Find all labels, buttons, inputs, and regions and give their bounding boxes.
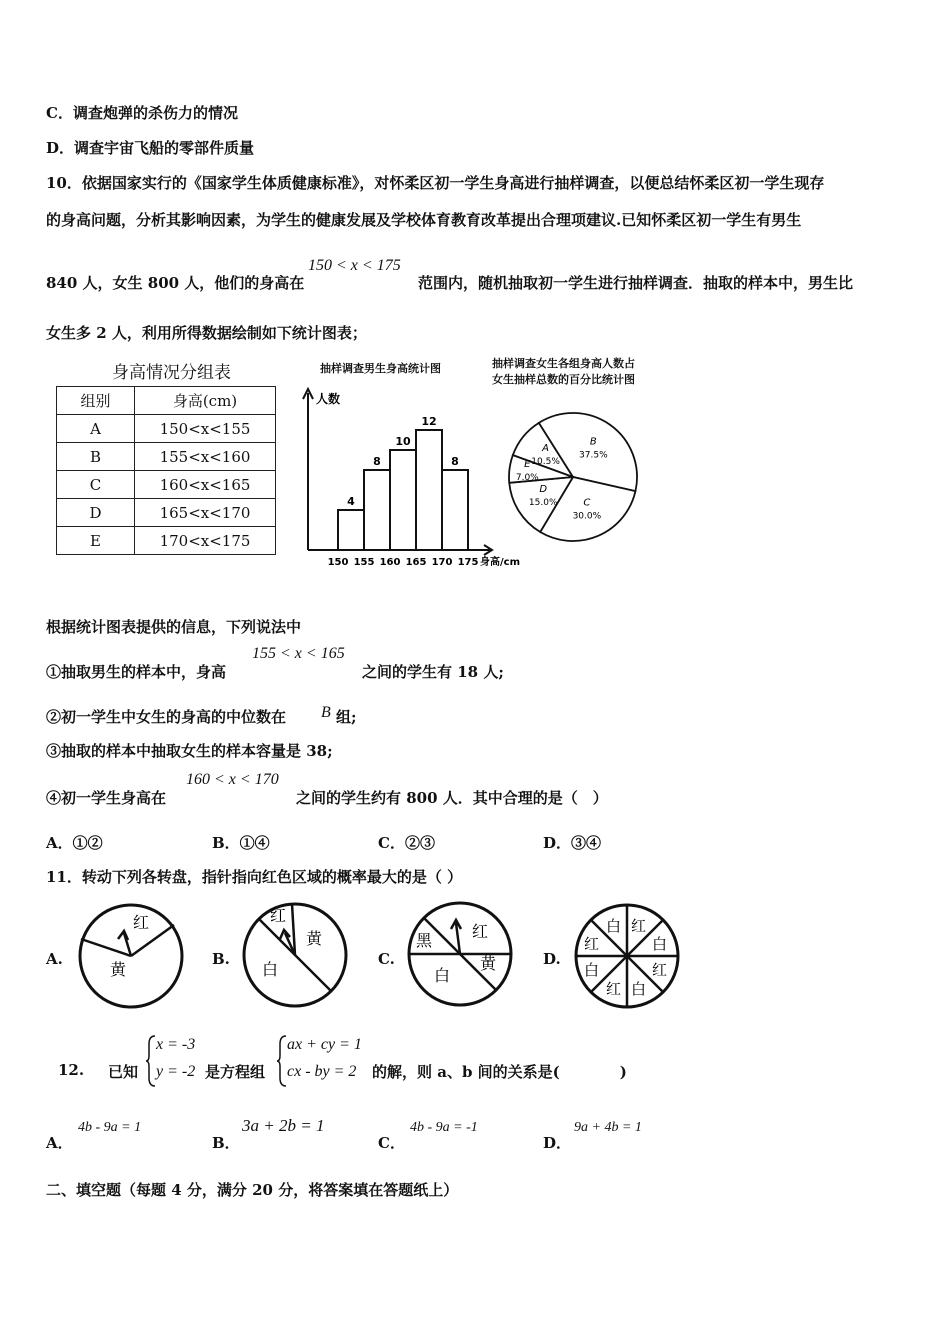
bar-160-165 (390, 450, 416, 550)
option-c-prev: C．调查炮弹的杀伤力的情况 (46, 104, 238, 122)
sector-label: 白 (606, 917, 622, 935)
q12-option-b-expr[interactable]: 3a + 2b = 1 (242, 1116, 325, 1135)
q10-range-math: 150 < x < 175 (308, 257, 401, 274)
sector-label: 白 (584, 961, 600, 979)
section-2-title: 二、填空题（每题 4 分，满分 20 分，将答案填在答题纸上） (46, 1181, 459, 1199)
spinner-label-a[interactable]: A. (46, 950, 63, 968)
x-tick-label: 150 (327, 557, 349, 568)
sector-label: 红 (270, 906, 287, 925)
spinner-c[interactable] (404, 901, 516, 1007)
spinner-label-d[interactable]: D. (543, 950, 561, 968)
bar-value-label: 8 (373, 455, 381, 468)
sector-label: 黄 (480, 954, 497, 973)
statement-1-math: 155 < x < 165 (252, 645, 345, 662)
q10-line5: 根据统计图表提供的信息，下列说法中 (46, 618, 302, 636)
q12-option-a-expr[interactable]: 4b - 9a = 1 (78, 1120, 142, 1135)
system1-eq1: x = -3 (156, 1036, 196, 1053)
system2-eq2: cx - by = 2 (287, 1063, 357, 1080)
pie-title-line1: 抽样调查女生各组身高人数占 (492, 357, 635, 370)
table-row (57, 415, 276, 443)
statement-2a: ②初一学生中女生的身高的中位数在 (46, 708, 287, 726)
x-tick-label: 170 (431, 557, 453, 568)
bar-170-175 (442, 470, 468, 550)
statement-3: ③抽取的样本中抽取女生的样本容量是 38; (46, 742, 333, 760)
bar-value-label: 4 (347, 495, 355, 508)
q12-option-b-label[interactable]: B． (212, 1134, 240, 1152)
table-row (57, 499, 276, 527)
table-header-row (57, 387, 276, 415)
q10-line3a: 840 人，女生 800 人，他们的身高在 (46, 274, 305, 292)
q10-option-b[interactable]: B．①④ (212, 834, 270, 852)
statement-2-math: B (321, 704, 331, 721)
x-tick-label: 160 (379, 557, 401, 568)
bar-150-155 (338, 510, 364, 550)
bar-165-170 (416, 430, 442, 550)
table-row (57, 527, 276, 555)
pie-slice-label: B (589, 436, 597, 448)
spinner-d[interactable] (572, 903, 682, 1009)
sector-label: 红 (584, 935, 600, 953)
sector-label: 白 (631, 980, 647, 998)
q12-is-system: 是方程组 (205, 1063, 266, 1081)
statement-1b: 之间的学生有 18 人; (362, 663, 504, 681)
x-tick-label: 165 (405, 557, 427, 568)
sector-label: 黄 (110, 960, 127, 979)
pie-slice-label: E (524, 459, 531, 471)
bar-value-label: 8 (451, 455, 459, 468)
pie-slice-percent: 15.0% (528, 497, 558, 508)
table-row (57, 471, 276, 499)
sector-label: 白 (262, 960, 279, 979)
option-d-prev: D．调查宇宙飞船的零部件质量 (46, 139, 255, 157)
bar-chart (290, 385, 530, 575)
q10-line3b: 范围内，随机抽取初一学生进行抽样调查．抽取的样本中，男生比 (418, 274, 854, 292)
spinner-a[interactable] (76, 903, 186, 1009)
sector-label: 黄 (306, 929, 323, 948)
table-cell: 150<x<155 (135, 415, 276, 443)
sector-label: 红 (652, 961, 668, 979)
statement-1a: ①抽取男生的样本中，身高 (46, 663, 227, 681)
system2-eq1: ax + cy = 1 (287, 1036, 362, 1053)
q10-option-a[interactable]: A．①② (46, 834, 103, 852)
x-axis-label: 身高/cm (480, 557, 520, 568)
sector-label: 红 (631, 917, 647, 935)
q12-known: 已知 (108, 1063, 139, 1081)
q11-text: 11．转动下列各转盘，指针指向红色区域的概率最大的是（ ） (46, 868, 463, 886)
x-tick-label: 175 (457, 557, 479, 568)
table-header: 组别 (57, 387, 135, 415)
pie-slice-percent: 7.0% (515, 473, 539, 484)
table-cell: A (57, 415, 135, 443)
statement-2b: 组; (336, 708, 357, 726)
system1-eq2: y = -2 (156, 1063, 196, 1080)
q12-option-c-label[interactable]: C． (378, 1134, 405, 1152)
bar-value-label: 12 (421, 415, 437, 428)
pie-slice-percent: 10.5% (531, 456, 560, 467)
x-tick-label: 155 (353, 557, 375, 568)
q12-question: 的解，则 a、b 间的关系是( ) (372, 1063, 627, 1081)
pie-slice-label: A (542, 442, 550, 454)
pie-chart (505, 397, 655, 562)
table-cell: 155<x<160 (135, 443, 276, 471)
sector-label: 白 (434, 966, 451, 985)
q12-option-c-expr[interactable]: 4b - 9a = -1 (410, 1120, 478, 1135)
table-title: 身高情况分组表 (112, 363, 231, 383)
q10-option-c[interactable]: C．②③ (378, 834, 435, 852)
q10-line2: 的身高问题，分析其影响因素，为学生的健康发展及学校体育教育改革提出合理项建议.已知怀柔区初一学生有男生 (46, 211, 802, 229)
pie-title-line2: 女生抽样总数的百分比统计图 (492, 373, 635, 386)
pie-slice-percent: 30.0% (572, 511, 602, 522)
pie-slice-label: C (583, 497, 591, 509)
sector-label: 黑 (416, 931, 433, 950)
statement-4-math: 160 < x < 170 (186, 771, 279, 788)
bar-chart-title: 抽样调查男生身高统计图 (320, 362, 441, 375)
sector-label: 红 (472, 922, 489, 941)
pie-slice-percent: 37.5% (579, 450, 608, 461)
bar-value-label: 10 (395, 435, 411, 448)
statement-4b: 之间的学生约有 800 人．其中合理的是（ ） (296, 789, 608, 807)
bar-155-160 (364, 470, 390, 550)
y-axis-label: 人数 (316, 392, 341, 406)
table-cell: 165<x<170 (135, 499, 276, 527)
table-cell: 170<x<175 (135, 527, 276, 555)
table-row (57, 443, 276, 471)
table-cell: 160<x<165 (135, 471, 276, 499)
spinner-label-c[interactable]: C. (378, 950, 395, 968)
height-group-table (56, 386, 276, 555)
table-header: 身高(cm) (135, 387, 276, 415)
spinner-label-b[interactable]: B. (212, 950, 230, 968)
sector-label: 红 (133, 913, 150, 932)
q12-option-d-expr[interactable]: 9a + 4b = 1 (574, 1120, 642, 1135)
spinner-b[interactable] (240, 901, 350, 1009)
q10-option-d[interactable]: D．③④ (543, 834, 602, 852)
table-cell: D (57, 499, 135, 527)
q12-number: 12. (58, 1061, 85, 1079)
q10-line1: 10．依据国家实行的《国家学生体质健康标准》，对怀柔区初一学生身高进行抽样调查，以便总结怀柔区初一学生现存 (46, 174, 825, 192)
sector-label: 白 (652, 935, 668, 953)
pie-slice-label: D (539, 483, 548, 495)
q12-option-a-label[interactable]: A． (46, 1134, 73, 1152)
statement-4a: ④初一学生身高在 (46, 789, 167, 807)
table-cell: E (57, 527, 135, 555)
q12-option-d-label[interactable]: D． (543, 1134, 572, 1152)
sector-label: 红 (606, 980, 622, 998)
table-cell: B (57, 443, 135, 471)
q10-line4: 女生多 2 人，利用所得数据绘制如下统计图表； (46, 324, 367, 342)
table-cell: C (57, 471, 135, 499)
